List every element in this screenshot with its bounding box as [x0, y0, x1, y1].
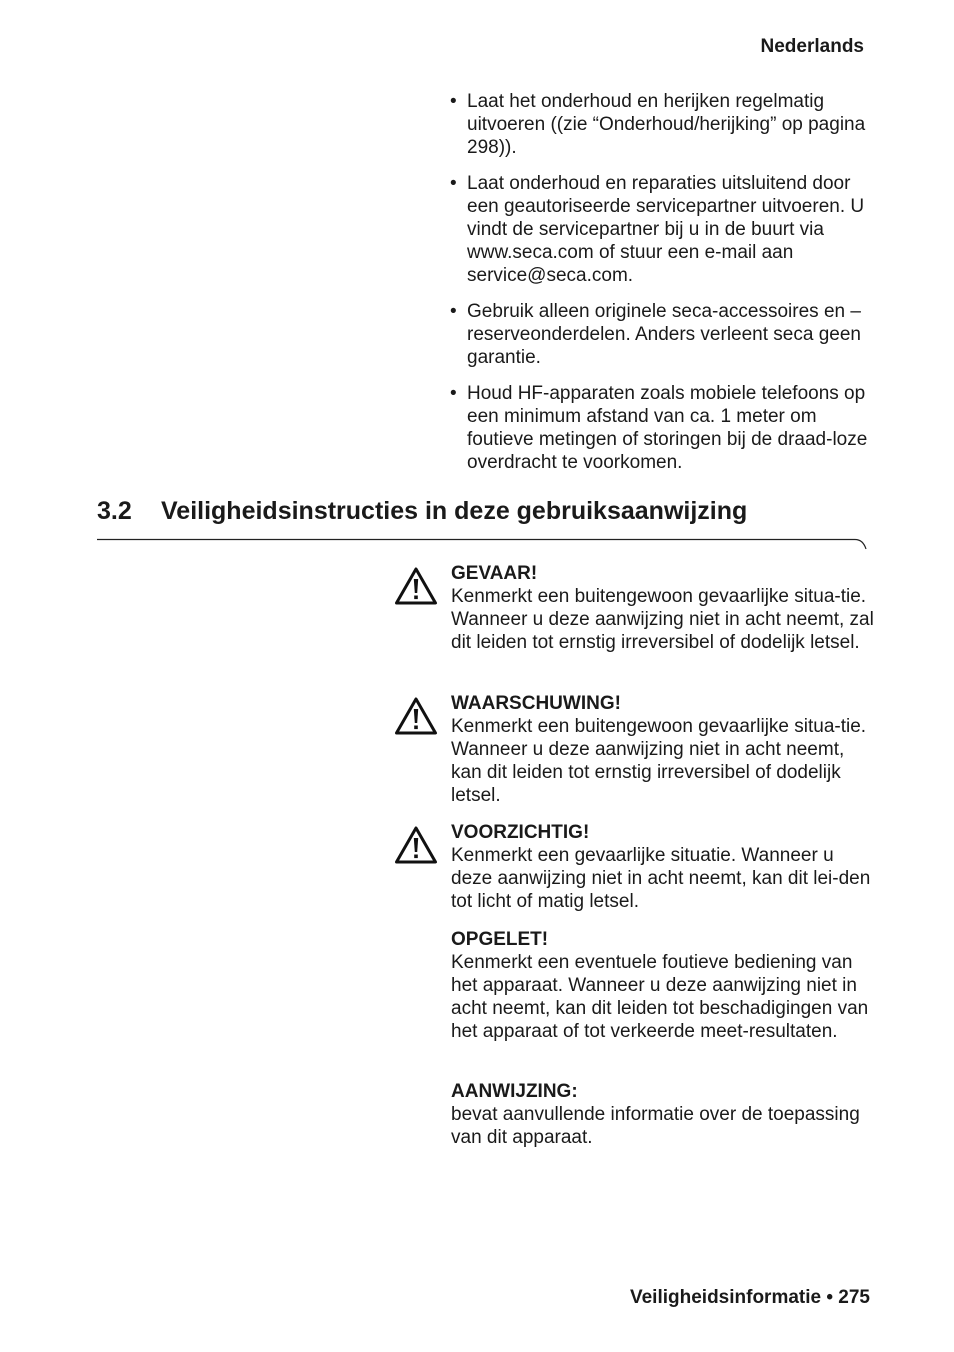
notice-title: OPGELET!	[451, 929, 549, 950]
section-number: 3.2	[97, 497, 132, 525]
section-heading	[97, 497, 747, 526]
notice-caution	[394, 821, 874, 913]
section-rule	[97, 538, 867, 554]
bullet-text: Gebruik alleen originele seca-accessoires en –reserveonderdelen. Anders verleent seca geen garantie.	[467, 301, 861, 368]
bullet-list	[450, 90, 880, 487]
notice-danger	[394, 562, 874, 654]
notice-warning	[394, 692, 874, 807]
warning-triangle-icon	[394, 825, 438, 865]
bullet-text: Houd HF-apparaten zoals mobiele telefoons op een minimum afstand van ca. 1 meter om foutieve metingen of storingen bij de draad-loze overdracht te voorkomen.	[467, 383, 868, 473]
notice-title: WAARSCHUWING!	[451, 693, 621, 714]
warning-triangle-icon	[394, 566, 438, 606]
section-title: Veiligheidsinstructies in deze gebruiksaanwijzing	[161, 497, 748, 525]
notice-title: GEVAAR!	[451, 563, 538, 584]
bullet-text: Laat onderhoud en reparaties uitsluitend door een geautoriseerde servicepartner uitvoeren. U vindt de servicepartner bij u in de buurt via www.seca.com of stuur een e-mail aan service@seca.com.	[467, 173, 865, 286]
list-item	[450, 90, 880, 159]
notice-title: VOORZICHTIG!	[451, 822, 590, 843]
list-item	[450, 172, 880, 287]
bullet-dot: •	[450, 91, 457, 112]
list-item	[450, 300, 880, 369]
bullet-dot: •	[450, 301, 457, 322]
notice-text: bevat aanvullende informatie over de toepassing van dit apparaat.	[451, 1104, 860, 1148]
language-label: Nederlands	[760, 36, 864, 57]
notice-text: Kenmerkt een eventuele foutieve bediening van het apparaat. Wanneer u deze aanwijzing niet in acht neemt, kan dit leiden tot beschadigingen van het apparaat of tot verkeerde meet-resultaten.	[451, 952, 869, 1042]
bullet-dot: •	[450, 383, 457, 404]
notice-text: Kenmerkt een buitengewoon gevaarlijke situa-tie. Wanneer u deze aanwijzing niet in acht neemt, zal dit leiden tot ernstig irreversibel of dodelijk letsel.	[451, 586, 874, 653]
bullet-dot: •	[450, 173, 457, 194]
notice-title: AANWIJZING:	[451, 1081, 578, 1102]
list-item	[450, 382, 880, 474]
notice-text: Kenmerkt een gevaarlijke situatie. Wanneer u deze aanwijzing niet in acht neemt, kan dit lei-den tot licht of matig letsel.	[451, 845, 871, 912]
notice-text: Kenmerkt een buitengewoon gevaarlijke situa-tie. Wanneer u deze aanwijzing niet in acht neemt, kan dit leiden tot ernstig irreversibel of dodelijk letsel.	[451, 716, 867, 806]
notice-note	[394, 1080, 874, 1149]
page-footer: Veiligheidsinformatie • 275	[629, 1287, 870, 1308]
warning-triangle-icon	[394, 696, 438, 736]
bullet-text: Laat het onderhoud en herijken regelmatig uitvoeren ((zie “Onderhoud/herijking” op pagina 298)).	[467, 91, 866, 158]
notice-attention	[394, 928, 874, 1043]
